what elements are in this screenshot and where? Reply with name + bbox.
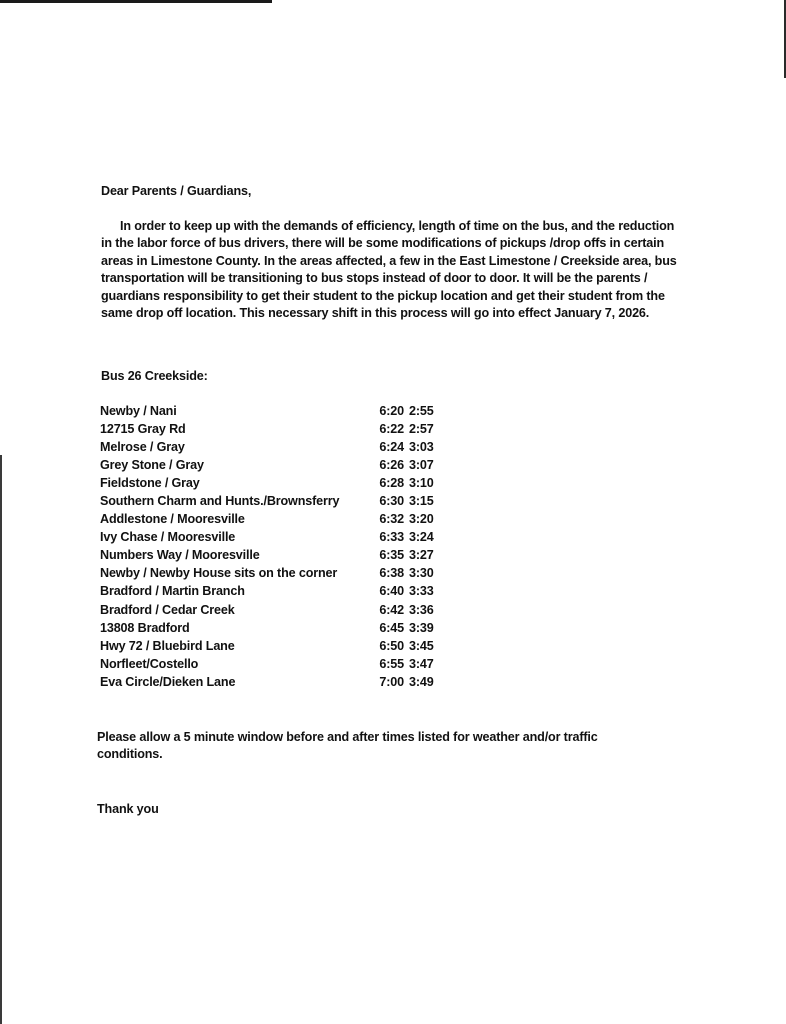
timing-note: Please allow a 5 minute window before and after times listed for weather and/or traffic conditions. (97, 730, 598, 762)
stop-row (100, 637, 441, 655)
pickup-time: 6:45 (379, 620, 404, 635)
stop-row (100, 438, 441, 456)
stop-name: Grey Stone / Gray (100, 457, 204, 472)
stop-name: Newby / Nani (100, 403, 177, 418)
pickup-time: 6:22 (379, 421, 404, 436)
stop-name: Ivy Chase / Mooresville (100, 530, 236, 545)
stop-name: Numbers Way / Mooresville (100, 548, 260, 563)
dropoff-time: 3:15 (409, 494, 434, 509)
pickup-time: 6:35 (379, 548, 404, 563)
stop-name: Melrose / Gray (100, 439, 185, 454)
dropoff-time: 3:47 (409, 656, 434, 671)
stop-name: Bradford / Martin Branch (100, 584, 245, 599)
stop-name: Hwy 72 / Bluebird Lane (100, 638, 235, 653)
stops-table (100, 402, 441, 692)
stop-name: Newby / Newby House sits on the corner (100, 566, 338, 581)
dropoff-time: 3:30 (409, 566, 434, 581)
pickup-time: 6:24 (379, 439, 404, 454)
pickup-time: 6:20 (379, 403, 404, 418)
closing: Thank you (97, 802, 159, 816)
dropoff-time: 3:36 (409, 602, 434, 617)
route-title: Bus 26 Creekside: (101, 369, 208, 383)
stop-name: Eva Circle/Dieken Lane (100, 674, 236, 689)
stop-row (100, 456, 441, 474)
dropoff-time: 3:07 (409, 457, 434, 472)
stop-row (100, 673, 441, 691)
stop-row (100, 601, 441, 619)
body-paragraph: In order to keep up with the demands of efficiency, length of time on the bus, and the reduction in the labor force of bus drivers, there will be some modifications of pickups /drop offs in certain areas in Limestone County. In the areas affected, a few in the East Limestone / Creekside area, bus transportation will be transitioning to bus stops instead of door to door. It will be the parents / guardians responsibility to get their student to the pickup location and get their student from the same drop off location. This necessary shift in this process will go into effect January 7, 2026. (101, 219, 677, 321)
pickup-time: 6:38 (379, 566, 404, 581)
stop-row (100, 655, 441, 673)
stop-name: 13808 Bradford (100, 620, 190, 635)
dropoff-time: 3:10 (409, 475, 434, 490)
dropoff-time: 3:24 (409, 530, 434, 545)
pickup-time: 6:40 (379, 584, 404, 599)
stop-name: Fieldstone / Gray (100, 475, 200, 490)
pickup-time: 6:28 (379, 475, 404, 490)
stop-name: 12715 Gray Rd (100, 421, 186, 436)
salutation: Dear Parents / Guardians, (101, 184, 252, 198)
pickup-time: 6:33 (379, 530, 404, 545)
pickup-time: 7:00 (379, 674, 404, 689)
pickup-time: 6:42 (379, 602, 404, 617)
stop-row (100, 565, 441, 583)
pickup-time: 6:55 (379, 656, 404, 671)
stop-row (100, 492, 441, 510)
stop-row (100, 420, 441, 438)
stop-row (100, 402, 441, 420)
pickup-time: 6:30 (379, 494, 404, 509)
stop-row (100, 583, 441, 601)
dropoff-time: 2:57 (409, 421, 434, 436)
dropoff-time: 3:27 (409, 548, 434, 563)
stop-name: Addlestone / Mooresville (100, 512, 245, 527)
stop-row (100, 529, 441, 547)
stops-table-body (100, 402, 441, 692)
pickup-time: 6:50 (379, 638, 404, 653)
stop-name: Norfleet/Costello (100, 656, 199, 671)
dropoff-time: 3:39 (409, 620, 434, 635)
scan-edge-left (0, 455, 2, 1024)
dropoff-time: 2:55 (409, 403, 434, 418)
stop-row (100, 619, 441, 637)
stop-row (100, 547, 441, 565)
scan-edge-top (0, 0, 272, 3)
dropoff-time: 3:49 (409, 674, 434, 689)
stop-row (100, 511, 441, 529)
pickup-time: 6:32 (379, 512, 404, 527)
dropoff-time: 3:33 (409, 584, 434, 599)
dropoff-time: 3:03 (409, 439, 434, 454)
stop-name: Southern Charm and Hunts./Brownsferry (100, 494, 340, 509)
stop-name: Bradford / Cedar Creek (100, 602, 235, 617)
dropoff-time: 3:45 (409, 638, 434, 653)
dropoff-time: 3:20 (409, 512, 434, 527)
stop-row (100, 474, 441, 492)
pickup-time: 6:26 (379, 457, 404, 472)
